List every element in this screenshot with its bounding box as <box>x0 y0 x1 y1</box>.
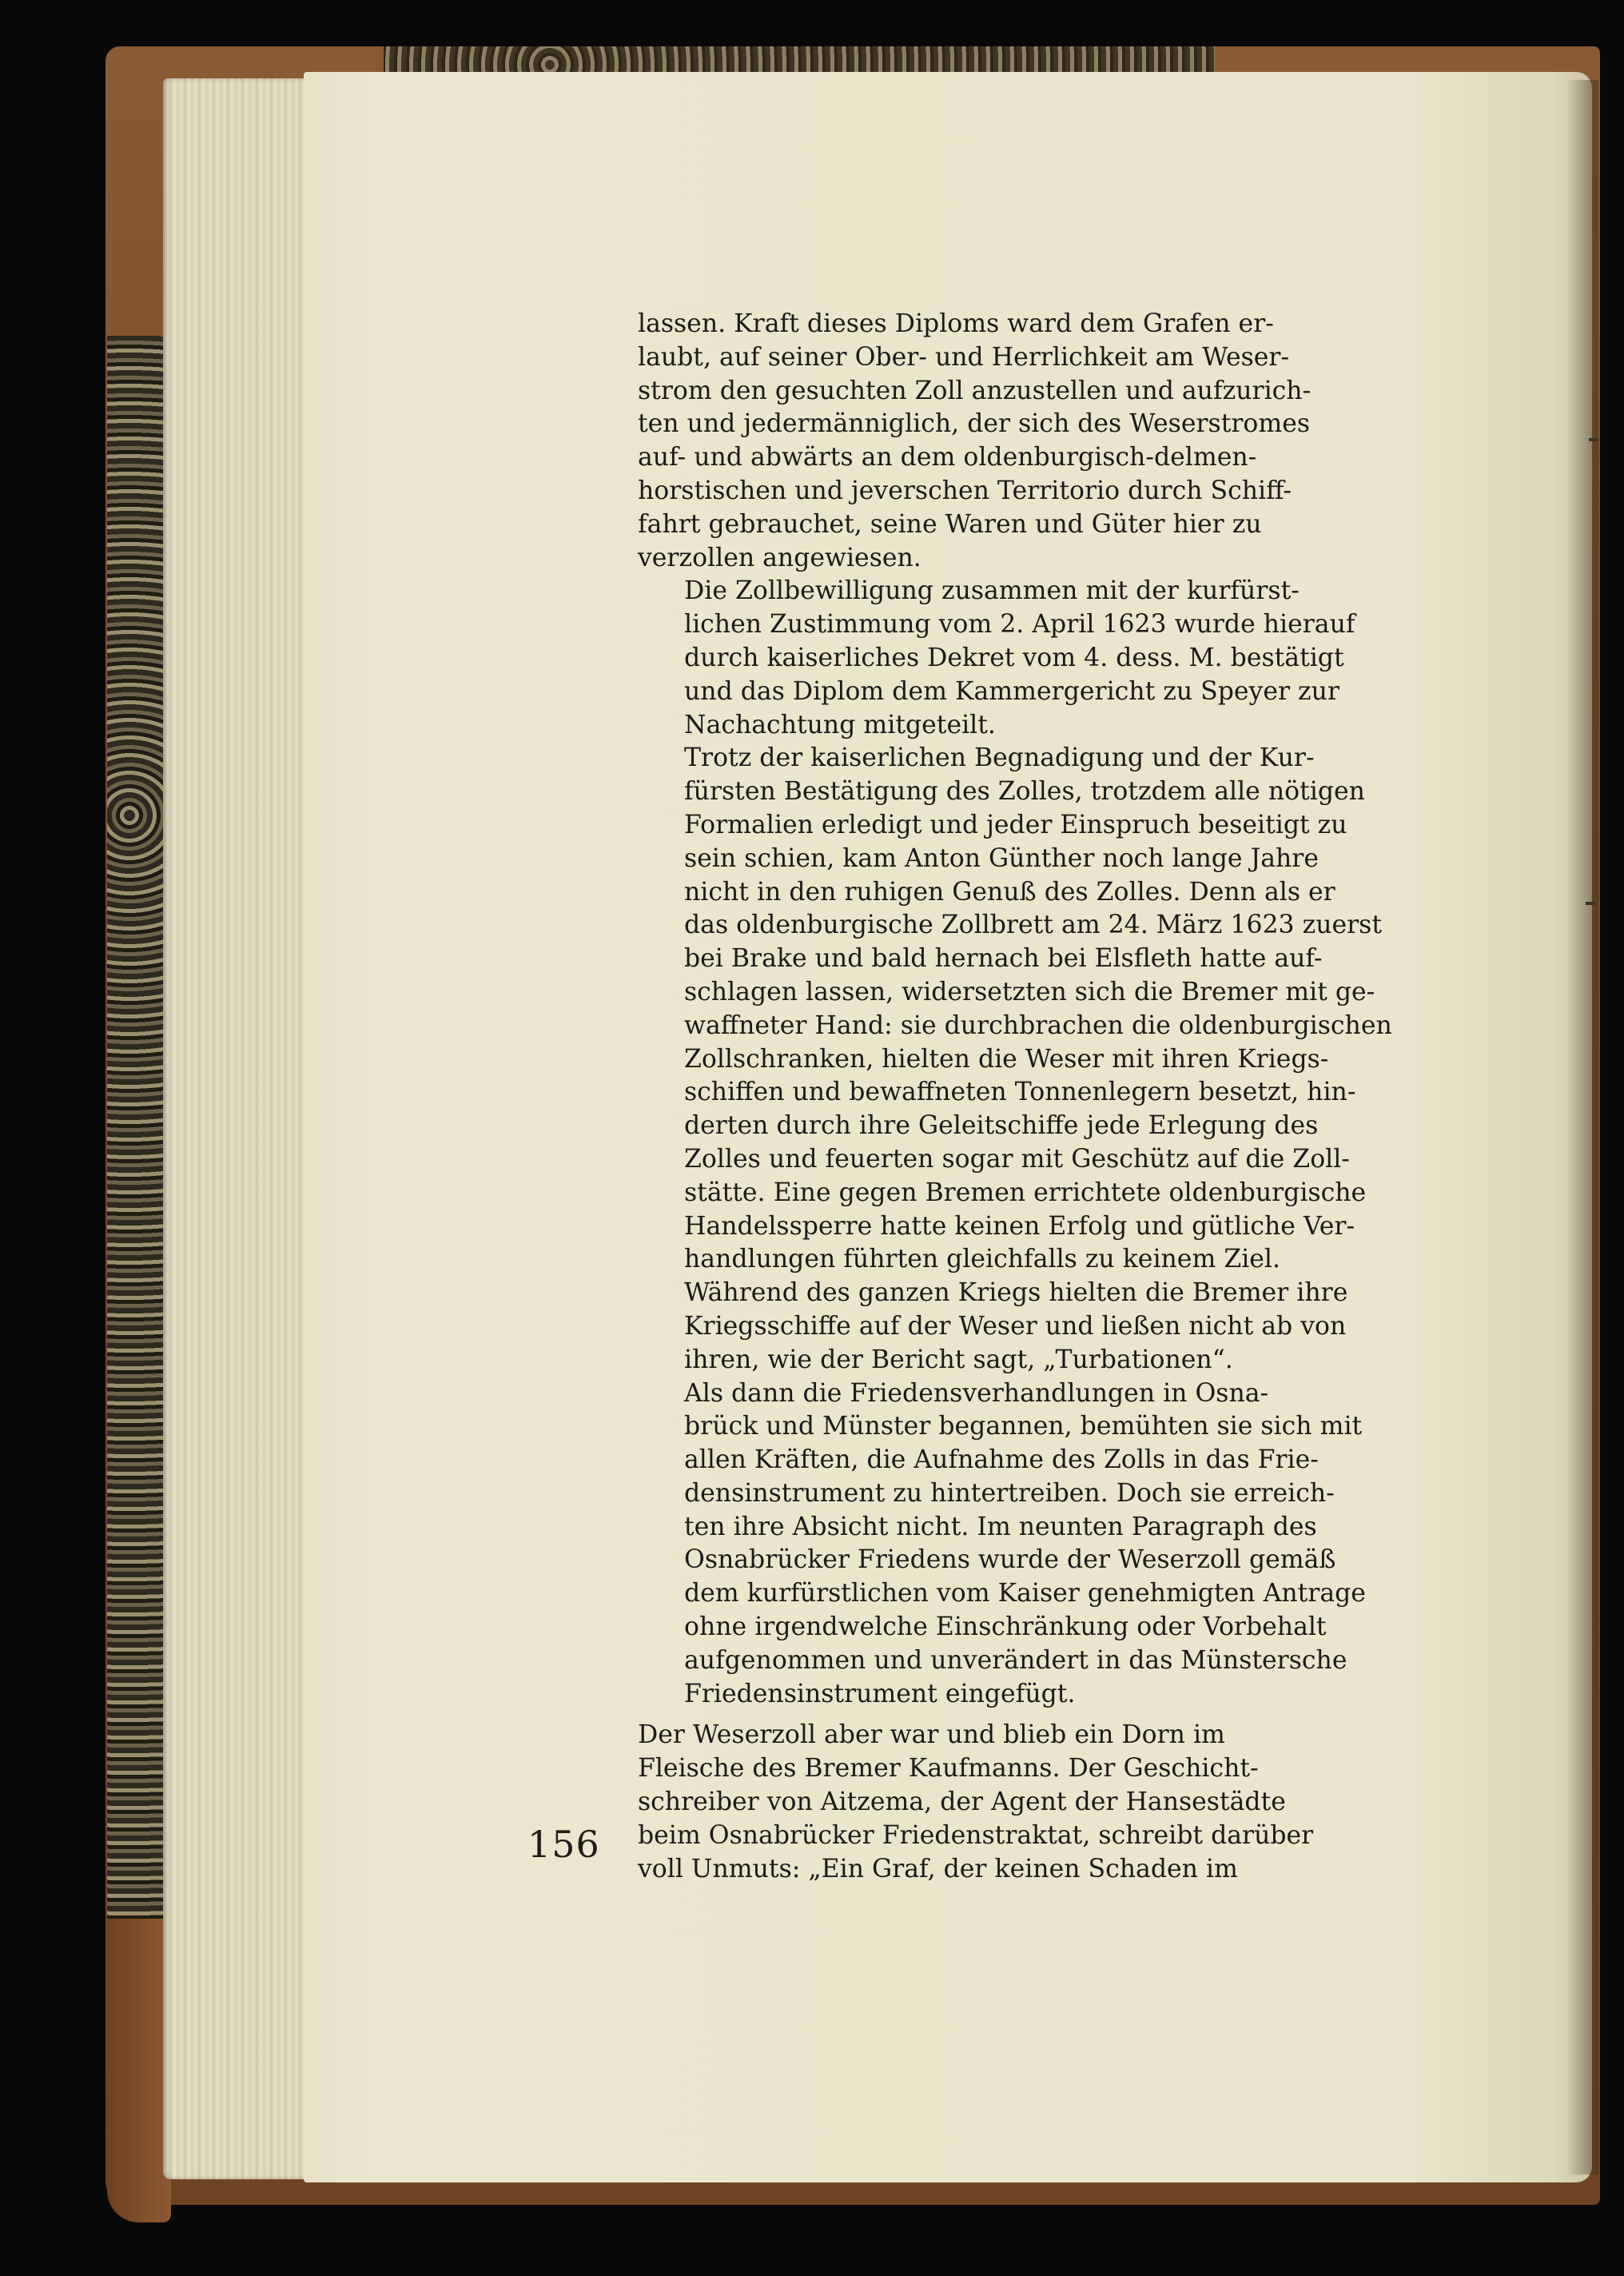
paragraph <box>638 742 1399 1377</box>
text-line: nicht in den ruhigen Genuß des Zolles. Denn als er <box>684 877 1335 907</box>
text-line: und das Diplom dem Kammergericht zu Speyer zur <box>684 676 1339 706</box>
text-line: handlungen führten gleichfalls zu keinem Ziel. <box>684 1245 1281 1274</box>
text-line: ten und jedermänniglich, der sich des Weserstromes <box>638 409 1311 439</box>
paragraph <box>638 1719 1399 1886</box>
text-line: ten ihre Absicht nicht. Im neunten Paragraph des <box>684 1512 1317 1541</box>
text-line: beim Osnabrücker Friedenstraktat, schreibt darüber <box>638 1820 1314 1850</box>
text-line: Friedensinstrument eingefügt. <box>684 1679 1076 1708</box>
text-line: stätte. Eine gegen Bremen errichtete oldenburgische <box>684 1178 1367 1207</box>
text-line: schlagen lassen, widersetzten sich die Bremer mit ge- <box>684 977 1375 1006</box>
text-line: aufgenommen und unverändert in das Münstersche <box>684 1645 1347 1675</box>
text-line: Osnabrücker Friedens wurde der Weserzoll gemäß <box>684 1545 1336 1575</box>
text-line: fürsten Bestätigung des Zolles, trotzdem alle nötigen <box>684 777 1365 807</box>
paragraph-gap <box>638 1711 1399 1719</box>
text-line: durch kaiserliches Dekret vom 4. dess. M. bestätigt <box>684 643 1344 672</box>
text-line: strom den gesuchten Zoll anzustellen und aufzurich- <box>638 376 1312 405</box>
text-line: laubt, auf seiner Ober- und Herrlichkeit am Weser- <box>638 342 1290 372</box>
text-line: verzollen angewiesen. <box>638 543 921 572</box>
text-line: ohne irgendwelche Einschränkung oder Vorbehalt <box>684 1612 1327 1642</box>
text-line: allen Kräften, die Aufnahme des Zolls in das Frie- <box>684 1445 1319 1475</box>
text-line: Als dann die Friedensverhandlungen in Osna- <box>684 1378 1269 1408</box>
marbled-cover-left <box>107 336 163 1935</box>
text-line: lassen. Kraft dieses Diploms ward dem Grafen er- <box>638 309 1274 338</box>
text-line: lichen Zustimmung vom 2. April 1623 wurde hierauf <box>684 610 1355 640</box>
body-text <box>638 308 1399 1886</box>
gutter-shadow <box>1566 80 1598 2174</box>
text-line: Zolles und feuerten sogar mit Geschütz auf die Zoll- <box>684 1144 1350 1174</box>
text-line: Der Weserzoll aber war und blieb ein Dorn im <box>638 1720 1225 1750</box>
text-line: brück und Münster begannen, bemühten sie sich mit <box>684 1412 1363 1441</box>
text-line: horstischen und jeverschen Territorio durch Schiff- <box>638 476 1292 505</box>
text-line: densinstrument zu hintertreiben. Doch sie erreich- <box>684 1478 1335 1508</box>
page-number: 156 <box>527 1823 600 1866</box>
text-line: ihren, wie der Bericht sagt, „Turbationen“. <box>684 1345 1233 1374</box>
text-line: derten durch ihre Geleitschiffe jede Erlegung des <box>684 1111 1319 1141</box>
text-line: Während des ganzen Kriegs hielten die Bremer ihre <box>684 1278 1348 1308</box>
text-line: auf- und abwärts an dem oldenburgisch-delmen- <box>638 443 1257 472</box>
text-line: Zollschranken, hielten die Weser mit ihren Kriegs- <box>684 1044 1329 1074</box>
edge-mark <box>1589 438 1598 441</box>
text-line: das oldenburgische Zollbrett am 24. März 1623 zuerst <box>684 911 1383 940</box>
edge-mark <box>1586 902 1595 905</box>
text-line: schreiber von Aitzema, der Agent der Hansestädte <box>638 1788 1286 1817</box>
text-line: Kriegsschiffe auf der Weser und ließen nicht ab von <box>684 1311 1347 1341</box>
text-line: dem kurfürstlichen vom Kaiser genehmigten Antrage <box>684 1579 1366 1608</box>
paragraph <box>638 575 1399 742</box>
text-line: fahrt gebrauchet, seine Waren und Güter hier zu <box>638 509 1262 539</box>
text-line: schiffen und bewaffneten Tonnenlegern besetzt, hin- <box>684 1078 1356 1107</box>
text-line: Fleische des Bremer Kaufmanns. Der Geschicht- <box>638 1754 1259 1784</box>
leather-corner <box>107 1919 171 2222</box>
text-line: waffneter Hand: sie durchbrachen die oldenburgischen <box>684 1010 1392 1040</box>
text-line: Handelssperre hatte keinen Erfolg und gütliche Ver- <box>684 1211 1355 1241</box>
text-line: bei Brake und bald hernach bei Elsfleth hatte auf- <box>684 944 1323 974</box>
text-line: Nachachtung mitgeteilt. <box>684 710 996 739</box>
text-line: sein schien, kam Anton Günther noch lange Jahre <box>684 843 1319 873</box>
text-line: Trotz der kaiserlichen Begnadigung und der Kur- <box>684 743 1315 773</box>
text-line: Formalien erledigt und jeder Einspruch beseitigt zu <box>684 810 1347 839</box>
paragraph <box>638 308 1399 575</box>
text-line: Die Zollbewilligung zusammen mit der kurfürst- <box>684 576 1300 606</box>
page-edges <box>163 78 312 2179</box>
text-line: voll Unmuts: „Ein Graf, der keinen Schaden im <box>638 1854 1238 1883</box>
paragraph <box>638 1377 1399 1712</box>
